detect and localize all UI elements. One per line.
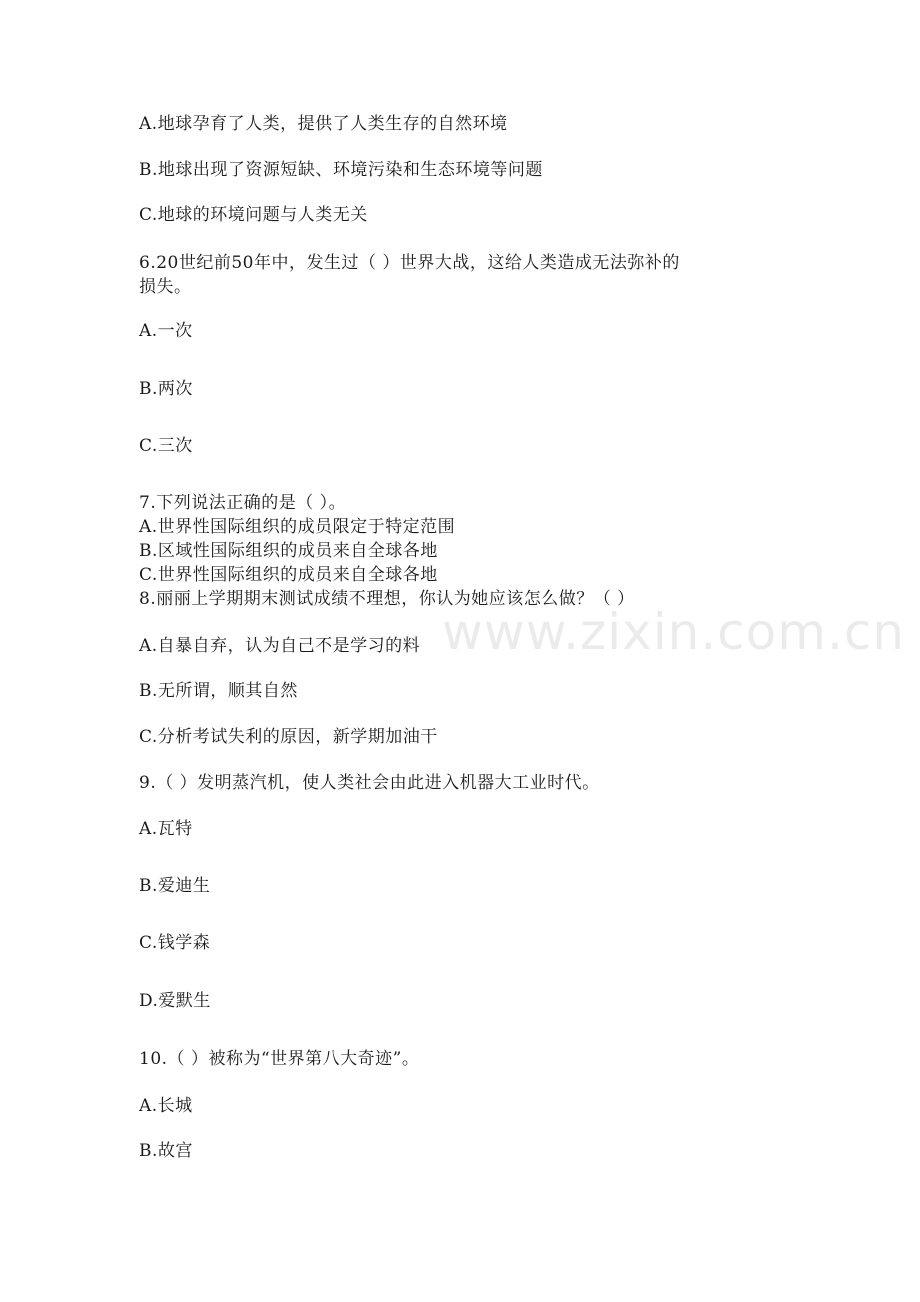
q9-stem: 9.（ ）发明蒸汽机，使人类社会由此进入机器大工业时代。	[139, 773, 600, 793]
q6-stem-continued: 损失。	[139, 277, 192, 297]
q8-option-a: A.自暴自弃，认为自己不是学习的料	[139, 636, 421, 656]
q7-stem: 7.下列说法正确的是（ ）。	[139, 493, 347, 513]
q6-option-c: C.三次	[139, 436, 193, 456]
q8-option-b: B.无所谓，顺其自然	[139, 681, 298, 701]
q9-option-a: A.瓦特	[139, 819, 193, 839]
q6-option-a: A.一次	[139, 321, 193, 341]
q7-option-c: C.世界性国际组织的成员来自全球各地	[139, 565, 438, 585]
q6-option-b: B.两次	[139, 379, 193, 399]
q10-option-a: A.长城	[139, 1096, 193, 1116]
watermark: www.zixin.com.cn	[442, 603, 906, 661]
q7-option-a: A.世界性国际组织的成员限定于特定范围	[139, 517, 456, 537]
q9-option-b: B.爱迪生	[139, 876, 211, 896]
q6-stem: 6.20世纪前50年中，发生过（ ）世界大战，这给人类造成无法弥补的	[139, 253, 680, 273]
q5-option-c: C.地球的环境问题与人类无关	[139, 205, 368, 225]
q5-option-b: B.地球出现了资源短缺、环境污染和生态环境等问题	[139, 160, 543, 180]
q10-stem: 10.（ ）被称为“世界第八大奇迹”。	[139, 1049, 420, 1069]
q7-option-b: B.区域性国际组织的成员来自全球各地	[139, 541, 438, 561]
q10-option-b: B.故宫	[139, 1141, 193, 1161]
q9-option-c: C.钱学森	[139, 933, 211, 953]
q8-option-c: C.分析考试失利的原因，新学期加油干	[139, 727, 438, 747]
q5-option-a: A.地球孕育了人类，提供了人类生存的自然环境	[139, 114, 508, 134]
q8-stem: 8.丽丽上学期期末测试成绩不理想，你认为她应该怎么做？（ ）	[139, 589, 635, 609]
q9-option-d: D.爱默生	[139, 991, 211, 1011]
